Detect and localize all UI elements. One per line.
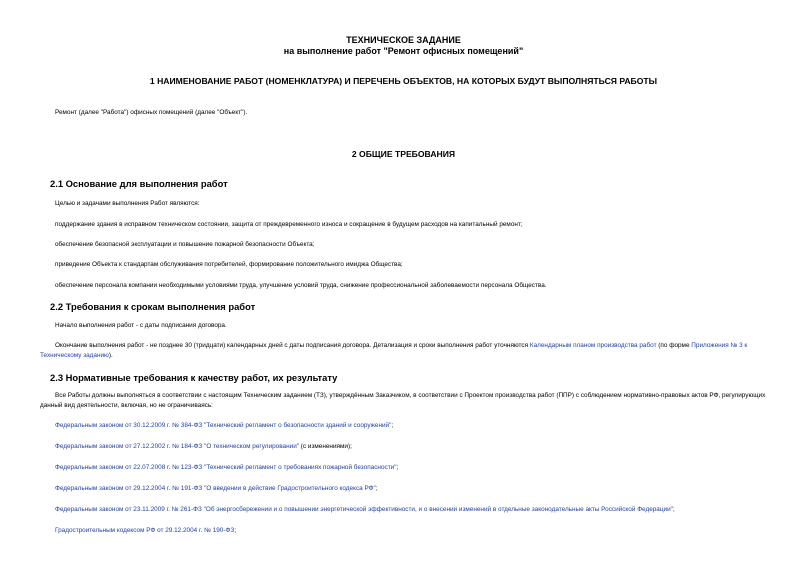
section-2-heading: 2 ОБЩИЕ ТРЕБОВАНИЯ	[351, 149, 456, 159]
law-link[interactable]: Федеральным законом от 22.07.2008 г. № 123-ФЗ "Технический регламент о требованиях пожарной безопасности"	[55, 464, 397, 471]
work-end-paragraph	[40, 341, 769, 361]
goal-item: обеспечение персонала компании необходимыми условиями труда, улучшение условий труда, снижение профессиональной заболеваемости персонала Общества.	[55, 282, 547, 289]
subsection-2-1-heading: 2.1 Основание для выполнения работ	[50, 178, 228, 189]
document-title: ТЕХНИЧЕСКОЕ ЗАДАНИЕ	[346, 35, 461, 45]
law-item	[55, 464, 398, 471]
law-tail: ;	[396, 464, 399, 471]
appendix-3-link[interactable]: Приложения № 3 к Техническому заданию	[40, 342, 748, 359]
law-tail: ;	[375, 485, 378, 492]
document-subtitle: на выполнение работ "Ремонт офисных помещений"	[283, 46, 524, 56]
calendar-plan-link[interactable]: Календарным планом производства работ	[529, 342, 657, 349]
law-tail: ;	[391, 422, 394, 429]
law-item	[55, 422, 393, 429]
goal-item: обеспечение безопасной эксплуатации и повышение пожарной безопасности Объекта;	[55, 241, 315, 248]
law-item	[55, 485, 378, 492]
goals-intro: Целью и задачами выполнения Работ являются:	[55, 200, 200, 207]
law-link[interactable]: Федеральным законом от 30.12.2009 г. № 384-ФЗ "Технический регламент о безопасности зданий и сооружений"	[55, 422, 392, 429]
goal-item: поддержание здания в исправном техническом состоянии, защита от преждевременного износа и сокращение в будущем расходов на капитальный ремонт;	[55, 221, 523, 228]
law-link[interactable]: Федеральным законом от 27.12.2002 г. № 184-ФЗ "О техническом регулировании"	[55, 443, 300, 450]
work-end-text: Окончание выполнения работ - не позднее 30 (тридцати) календарных дней с даты подписания договора. Детализация и сроки выполнения работ уточняются	[55, 342, 530, 349]
work-end-tail: ).	[108, 352, 113, 359]
goal-item: приведение Объекта к стандартам обслуживания потребителей, формирование положительного имиджа Общества;	[55, 261, 403, 268]
law-tail: (с изменениями);	[299, 443, 352, 450]
quality-intro: Все Работы должны выполняться в соответствии с настоящим Техническим заданием (ТЗ), утверждённым Заказчиком, в соответствии с Проектом производства работ (ППР) с соблюдением нормативно-правовых актов РФ, регулирующих данный вид деятельности, включая, но не ограничиваясь:	[40, 392, 766, 409]
law-item	[55, 506, 675, 513]
law-item	[55, 443, 352, 450]
law-tail: ;	[234, 527, 236, 534]
work-end-mid: (по форме	[656, 342, 692, 349]
work-start-text: Начало выполнения работ - с даты подписания договора.	[55, 322, 227, 329]
law-link[interactable]: Федеральным законом от 29.12.2004 г. № 191-ФЗ "О введении в действие Градостроительного кодекса РФ"	[55, 485, 376, 492]
section-1-heading: 1 НАИМЕНОВАНИЕ РАБОТ (НОМЕНКЛАТУРА) И ПЕРЕЧЕНЬ ОБЪЕКТОВ, НА КОТОРЫХ БУДУТ ВЫПОЛНЯТЬСЯ РАБОТЫ	[149, 76, 658, 86]
subsection-2-3-heading: 2.3 Нормативные требования к качеству работ, их результату	[50, 372, 338, 383]
law-link[interactable]: Федеральным законом от 23.11.2009 г. № 261-ФЗ "Об энергосбережении и о повышении энергетической эффективности, и о внесении изменений в отдельные законодательные акты Российской Федерации"	[55, 506, 673, 513]
subsection-2-2-heading: 2.2 Требования к срокам выполнения работ	[50, 301, 256, 312]
law-link[interactable]: Градостроительным кодексом РФ от 29.12.2004 г. № 190-ФЗ	[55, 527, 235, 534]
law-item	[55, 527, 236, 534]
section-1-text: Ремонт (далее "Работа") офисных помещений (далее "Объект").	[55, 109, 248, 116]
law-tail: ;	[672, 506, 675, 513]
